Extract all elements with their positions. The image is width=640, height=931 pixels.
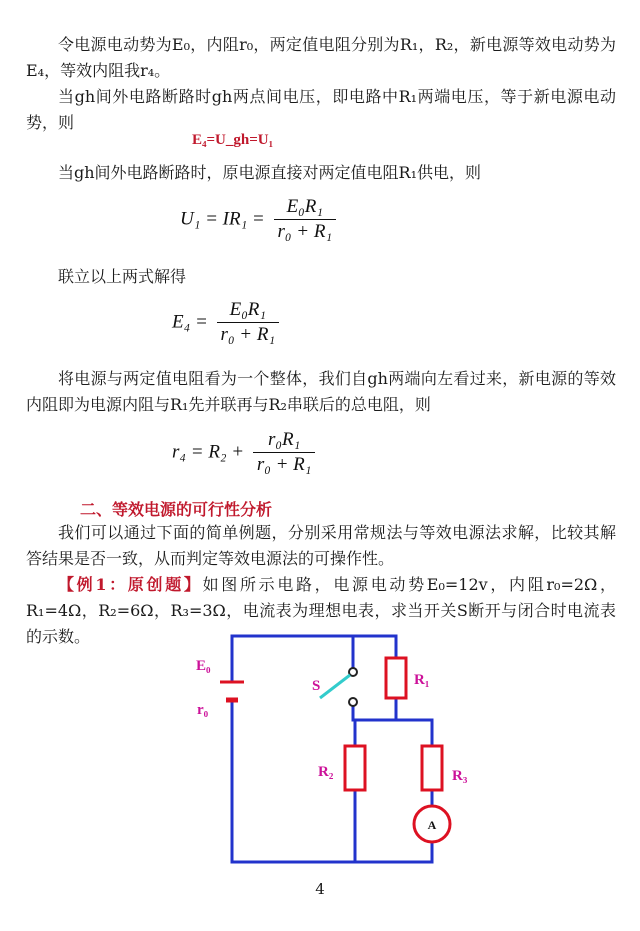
page-number: 4 (315, 880, 325, 898)
label-e0: E₀ (196, 658, 211, 674)
resistor-r3 (422, 746, 442, 790)
switch-bottom-contact (349, 698, 357, 706)
equation-e4-red: E₄=U_gh=U₁ (192, 132, 274, 148)
equation-r4-numerator: r₀R₁ (253, 428, 316, 453)
equation-r4-denominator: r₀ + R₁ (256, 454, 312, 475)
resistor-r1 (386, 658, 406, 698)
equation-e4-numerator: E₀R₁ (217, 298, 280, 323)
paragraph-definitions: 令电源电动势为E₀，内阻r₀，两定值电阻分别为R₁，R₂，新电源等效电动势为E₄，等效内阻我r₄。 (26, 35, 616, 80)
paragraph-equivalent-resistance: 将电源与两定值电阻看为一个整体，我们自gh两端向左看过来，新电源的等效内阻即为电源内阻与R₁先并联再与R₂串联后的总电阻，则 (26, 369, 616, 414)
paragraph-open-circuit-voltage: 当gh间外电路断路时gh两点间电压，即电路中R₁两端电压，等于新电源电动势，则 (26, 87, 616, 132)
ammeter-label: A (427, 818, 437, 832)
equation-u1-denominator: r₀ + R₁ (277, 221, 333, 242)
label-s: S (312, 678, 321, 694)
equation-e4-denominator: r₀ + R₁ (220, 324, 276, 345)
paragraph-combine: 联立以上两式解得 (58, 267, 187, 286)
switch-blade (320, 675, 350, 698)
paragraph-intro-example: 我们可以通过下面的简单例题，分别采用常规法与等效电源法求解，比较其解答结果是否一致，从而判定等效电源法的可操作性。 (26, 523, 616, 568)
equation-u1-lhs: U₁ = IR₁ = (180, 208, 265, 230)
switch-top-contact (349, 668, 357, 676)
label-r1: R₁ (414, 672, 430, 688)
equation-u1-numerator: E₀R₁ (274, 195, 337, 220)
label-r0: r₀ (197, 702, 209, 718)
example-label: 【例1：原创题】 (58, 575, 203, 594)
example-body: 如图所示电路，电源电动势E₀=12v，内阻r₀=2Ω，R₁=4Ω，R₂=6Ω，R₃=3Ω，电流表为理想电表，求当开关S断开与闭合时电流表的示数。 (26, 575, 616, 646)
paragraph-supply: 当gh间外电路断路时，原电源直接对两定值电阻R₁供电，则 (58, 163, 482, 182)
section-heading: 二、等效电源的可行性分析 (80, 500, 273, 519)
resistor-r2 (345, 746, 365, 790)
equation-r4-lhs: r₄ = R₂ + (172, 441, 245, 463)
equation-e4-lhs: E₄ = (172, 311, 208, 333)
label-r3: R₃ (452, 768, 468, 784)
label-r2: R₂ (318, 764, 334, 780)
